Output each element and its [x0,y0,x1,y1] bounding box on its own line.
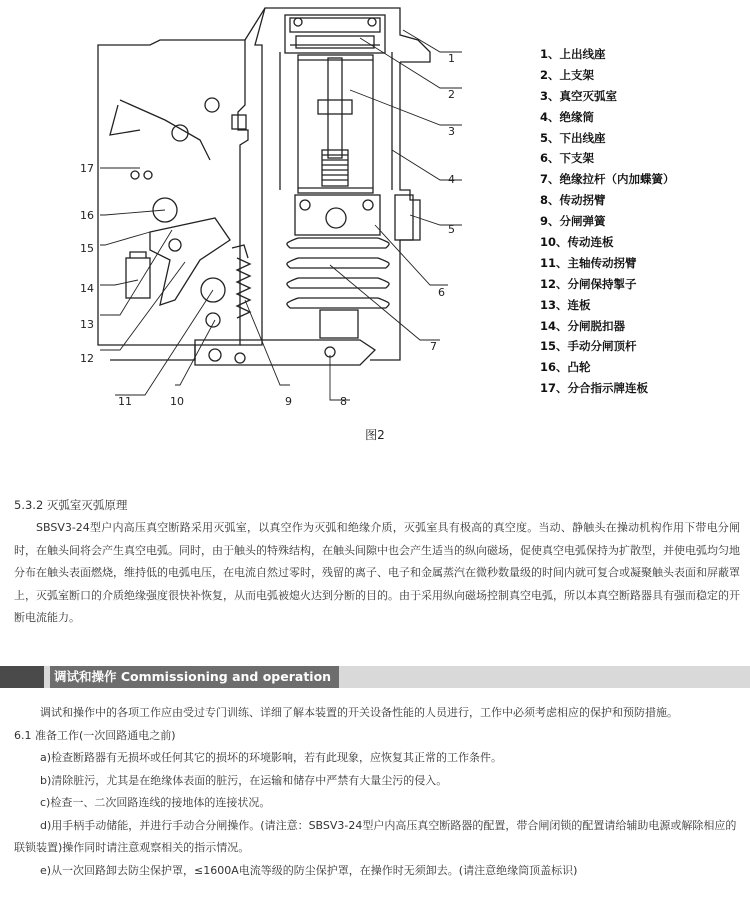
callout-17: 17 [80,162,94,175]
callout-8: 8 [340,395,347,408]
operations-item: e)从一次回路卸去防尘保护罩，≤1600A电流等级的防尘保护罩，在操作时无须卸去。(请注意绝缘筒顶盖标识) [40,863,578,877]
operations-item: d)用手柄手动储能，并进行手动合分闸操作。(请注意：SBSV3-24型户内高压真空断路器的配置，带合闸闭锁的配置请给辅助电源或解除相应的联锁装置)操作同时请注意观察相关的指示情况。 [14,818,737,854]
callout-2: 2 [448,88,455,101]
operations-item: c)检查一、二次回路连线的接地体的连接状况。 [40,796,271,809]
operations-item: b)清除脏污，尤其是在绝缘体表面的脏污，在运输和储存中严禁有大量尘污的侵入。 [40,773,448,787]
legend-item: 17、分合指示牌连板 [540,381,649,396]
legend-item: 13、连板 [540,297,591,312]
circuit-breaker-diagram [60,0,480,420]
legend-item: 12、分闸保持掣子 [540,276,637,291]
callout-1: 1 [448,52,455,65]
legend-item: 8、传动拐臂 [540,193,606,208]
legend-item: 7、绝缘拉杆（内加蝶簧） [540,172,675,187]
callout-15: 15 [80,242,94,255]
legend-item: 6、下支架 [540,151,595,166]
legend-item: 15、手动分闸顶杆 [540,339,637,354]
legend-item: 16、凸轮 [540,360,591,375]
figure-caption: 图2 [365,428,385,442]
callout-13: 13 [80,318,94,331]
callout-11: 11 [118,395,132,408]
callout-16: 16 [80,209,94,222]
section-title: 5.3.2 灭弧室灭弧原理 [14,498,128,512]
legend-item: 10、传动连板 [540,235,614,250]
section-body: SBSV3-24型户内高压真空断路采用灭弧室，以真空作为灭弧和绝缘介质，灭弧室具有极高的真空度。当动、静触头在操动机构作用下带电分闸时，在触头间将会产生真空电弧。同时，由于触头的特殊结构，在触头间隙中也会产生适当的纵向磁场，促使真空电弧保持为扩散型，并使电弧均匀地分布在触头表面燃烧，维持低的电弧电压，在电流自然过零时，残留的离子、电子和金属蒸汽在微秒数量级的时间内就可复合或凝聚触头表面和屏蔽罩上，灭弧室断口的介质绝缘强度很快补恢复，从而电弧被熄火达到分断的目的。由于采用纵向磁场控制真空电弧，所以本真空断路器具有强而稳定的开断电流能力。 [14,521,740,625]
banner-accent-block [0,666,44,688]
legend-item: 4、绝缘筒 [540,109,595,124]
legend-item: 1、上出线座 [540,47,606,61]
parts-legend [540,44,740,399]
callout-3: 3 [448,125,455,138]
callout-12: 12 [80,352,94,365]
callout-5: 5 [448,223,455,236]
legend-item: 3、真空灭弧室 [540,88,618,103]
callout-4: 4 [448,173,455,186]
operations-item: a)检查断路器有无损坏或任何其它的损坏的环境影响，若有此现象，应恢复其正常的工作条件。 [40,751,503,764]
legend-item: 9、分闸弹簧 [540,214,606,229]
callout-7: 7 [430,340,437,353]
operations-section [14,702,740,882]
callout-9: 9 [285,395,292,408]
legend-item: 5、下出线座 [540,130,606,145]
callout-10: 10 [170,395,184,408]
legend-item: 2、上支架 [540,67,595,82]
callout-14: 14 [80,282,94,295]
operations-heading: 6.1 准备工作(一次回路通电之前) [14,728,176,742]
legend-item: 11、主轴传动拐臂 [540,255,637,270]
section-banner [0,666,750,688]
operations-intro: 调试和操作中的各项工作应由受过专门训练、详细了解本装置的开关设备性能的人员进行，工作中必须考虑相应的保护和预防措施。 [40,706,678,719]
legend-item: 14、分闸脱扣器 [540,318,626,333]
banner-title: 调试和操作 Commissioning and operation [50,666,339,688]
callout-6: 6 [438,286,445,299]
